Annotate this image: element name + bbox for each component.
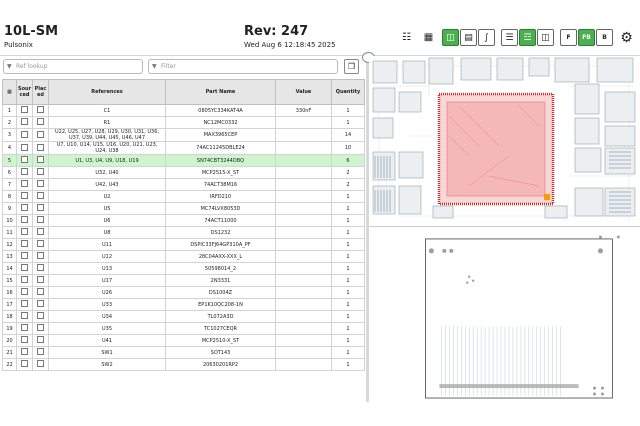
placed-checkbox <box>33 117 49 129</box>
part-name-cell: 74ACT38M16 <box>166 179 276 191</box>
bom-top-drawings-bottom-button[interactable] <box>460 29 477 46</box>
sourced-checkbox <box>17 263 33 275</box>
row-number: 20 <box>3 335 17 347</box>
value-cell <box>276 203 332 215</box>
placed-checkbox-box[interactable] <box>37 168 44 175</box>
bom-row[interactable] <box>3 299 365 311</box>
placed-checkbox <box>33 215 49 227</box>
column-header-value[interactable]: Value <box>276 80 332 105</box>
back-canvas[interactable] <box>369 226 640 402</box>
references-cell: U6 <box>49 215 166 227</box>
placed-checkbox <box>33 311 49 323</box>
placed-checkbox <box>33 251 49 263</box>
placed-checkbox-box[interactable] <box>37 288 44 295</box>
sourced-checkbox-box[interactable] <box>21 228 28 235</box>
part-name-cell: IRFD210 <box>166 191 276 203</box>
references-cell: U32, U40 <box>49 167 166 179</box>
placed-checkbox-box[interactable] <box>37 312 44 319</box>
bom-row[interactable] <box>3 142 365 155</box>
references-cell: U17 <box>49 275 166 287</box>
value-cell <box>276 227 332 239</box>
part-name-cell: MAX3965CEP <box>166 129 276 142</box>
quantity-cell: 1 <box>332 299 365 311</box>
placed-checkbox-box[interactable] <box>37 118 44 125</box>
sourced-checkbox <box>17 323 33 335</box>
part-name-cell: TL072A3D <box>166 311 276 323</box>
row-number: 14 <box>3 263 17 275</box>
placed-checkbox <box>33 105 49 117</box>
references-cell: U42, U43 <box>49 179 166 191</box>
placed-checkbox <box>33 155 49 167</box>
netlist-icon: ∫ <box>484 32 489 43</box>
table-icon: ◫ <box>541 32 550 43</box>
references-cell: U8 <box>49 227 166 239</box>
sourced-checkbox <box>17 215 33 227</box>
column-header-part-name[interactable]: Part Name <box>166 80 276 105</box>
sourced-checkbox-box[interactable] <box>21 252 28 259</box>
quantity-cell: 1 <box>332 323 365 335</box>
quantity-cell: 1 <box>332 359 365 371</box>
sourced-checkbox <box>17 191 33 203</box>
bom-toolbar <box>0 56 366 78</box>
gear-icon: ⚙ <box>620 29 633 46</box>
column-settings[interactable] <box>3 80 17 105</box>
row-number: 1 <box>3 105 17 117</box>
sourced-checkbox <box>17 251 33 263</box>
placed-checkbox-box[interactable] <box>37 228 44 235</box>
column-header-quantity[interactable]: Quantity <box>332 80 365 105</box>
column-header-references[interactable]: References <box>49 80 166 105</box>
sourced-checkbox <box>17 105 33 117</box>
quantity-cell: 1 <box>332 311 365 323</box>
placed-checkbox <box>33 142 49 155</box>
placed-checkbox <box>33 203 49 215</box>
placed-checkbox <box>33 239 49 251</box>
front-only-button[interactable]: F <box>560 29 577 46</box>
sourced-checkbox-box[interactable] <box>21 168 28 175</box>
copy-bom-button[interactable] <box>344 59 359 74</box>
bom-row[interactable] <box>3 275 365 287</box>
references-cell: U41 <box>49 335 166 347</box>
placed-checkbox <box>33 275 49 287</box>
placed-checkbox-box[interactable] <box>37 252 44 259</box>
value-cell <box>276 311 332 323</box>
bom-row[interactable] <box>3 251 365 263</box>
app-header <box>0 0 640 56</box>
references-cell: U7, U10, U14, U15, U16, U20, U21, U23, U24, U38 <box>49 142 166 155</box>
sourced-checkbox-box[interactable] <box>21 118 28 125</box>
part-name-cell: DS1232 <box>166 227 276 239</box>
part-name-cell: 74AC11245DBLE24 <box>166 142 276 155</box>
references-cell: U33 <box>49 299 166 311</box>
placed-checkbox-box[interactable] <box>37 300 44 307</box>
placed-checkbox <box>33 263 49 275</box>
sourced-checkbox-box[interactable] <box>21 300 28 307</box>
sourced-checkbox <box>17 227 33 239</box>
part-name-cell: NC12MC0332 <box>166 117 276 129</box>
references-cell: U35 <box>49 323 166 335</box>
value-cell <box>276 359 332 371</box>
front-back-button[interactable]: FB <box>578 29 595 46</box>
sourced-checkbox-box[interactable] <box>21 204 28 211</box>
placed-checkbox <box>33 227 49 239</box>
quantity-cell: 14 <box>332 129 365 142</box>
sourced-checkbox <box>17 335 33 347</box>
placed-checkbox-box[interactable] <box>37 144 44 151</box>
value-cell <box>276 323 332 335</box>
row-number: 17 <box>3 299 17 311</box>
part-name-cell: 74ACT11000 <box>166 215 276 227</box>
bom-row[interactable] <box>3 105 365 117</box>
group-grouped-button[interactable] <box>519 29 536 46</box>
group-by-value-button[interactable] <box>537 29 554 46</box>
bom-row[interactable] <box>3 117 365 129</box>
part-name-cell: MCP2515-X_ST <box>166 167 276 179</box>
revision-label: Rev: 247 <box>244 24 309 39</box>
references-cell: U34 <box>49 311 166 323</box>
bom-row[interactable] <box>3 215 365 227</box>
references-cell: U2 <box>49 191 166 203</box>
sourced-checkbox <box>17 167 33 179</box>
placed-checkbox <box>33 129 49 142</box>
bom-left-drawings-right-button[interactable] <box>442 29 459 46</box>
sourced-checkbox <box>17 129 33 142</box>
placed-checkbox <box>33 335 49 347</box>
quantity-cell: 1 <box>332 335 365 347</box>
bom-row[interactable] <box>3 359 365 371</box>
part-name-cell: 50598014_2 <box>166 263 276 275</box>
part-name-cell: DSPIC33FJ64GP310A_PF <box>166 239 276 251</box>
value-cell <box>276 155 332 167</box>
bom-row[interactable] <box>3 167 365 179</box>
row-number: 19 <box>3 323 17 335</box>
sourced-checkbox <box>17 179 33 191</box>
row-number: 15 <box>3 275 17 287</box>
references-cell: U12 <box>49 251 166 263</box>
quantity-cell: 1 <box>332 215 365 227</box>
quantity-cell: 6 <box>332 155 365 167</box>
columns-icon: ▦ <box>7 89 12 95</box>
value-cell <box>276 179 332 191</box>
row-number: 3 <box>3 129 17 142</box>
quantity-cell: 1 <box>332 191 365 203</box>
bom-row[interactable] <box>3 311 365 323</box>
grouped-list-icon: ☲ <box>523 32 532 43</box>
sourced-checkbox-box[interactable] <box>21 276 28 283</box>
part-name-cell: MCP2510-X_ST <box>166 335 276 347</box>
row-number: 8 <box>3 191 17 203</box>
part-name-cell: MC74LVX8053D <box>166 203 276 215</box>
value-cell <box>276 142 332 155</box>
quantity-cell: 1 <box>332 263 365 275</box>
value-cell <box>276 251 332 263</box>
row-number: 5 <box>3 155 17 167</box>
sourced-checkbox <box>17 155 33 167</box>
part-name-cell: 20630201RP2 <box>166 359 276 371</box>
sourced-checkbox <box>17 275 33 287</box>
placed-checkbox-box[interactable] <box>37 324 44 331</box>
sourced-checkbox-box[interactable] <box>21 131 28 138</box>
row-number: 11 <box>3 227 17 239</box>
sourced-checkbox <box>17 239 33 251</box>
row-number: 13 <box>3 251 17 263</box>
quantity-cell: 1 <box>332 227 365 239</box>
placed-checkbox <box>33 179 49 191</box>
placed-checkbox <box>33 191 49 203</box>
copy-icon: ❐ <box>347 62 356 71</box>
placed-checkbox-box[interactable] <box>37 156 44 163</box>
value-cell <box>276 117 332 129</box>
placed-checkbox-box[interactable] <box>37 131 44 138</box>
quantity-cell: 2 <box>332 167 365 179</box>
netlist-button[interactable] <box>478 29 495 46</box>
references-cell: U13 <box>49 263 166 275</box>
sourced-checkbox <box>17 203 33 215</box>
row-number: 12 <box>3 239 17 251</box>
company-name: Pulsonix <box>4 41 33 49</box>
row-number: 7 <box>3 179 17 191</box>
sourced-checkbox-box[interactable] <box>21 264 28 271</box>
layout-lr-icon: ◫ <box>446 32 455 43</box>
bom-row[interactable] <box>3 191 365 203</box>
value-cell <box>276 129 332 142</box>
sourced-checkbox-box[interactable] <box>21 144 28 151</box>
references-cell: U11 <box>49 239 166 251</box>
bom-row[interactable] <box>3 203 365 215</box>
quantity-cell: 10 <box>332 142 365 155</box>
references-cell: SW2 <box>49 359 166 371</box>
sourced-checkbox-box[interactable] <box>21 240 28 247</box>
bom-table <box>2 79 365 371</box>
quantity-cell: 1 <box>332 287 365 299</box>
bom-header-row <box>3 80 365 105</box>
front-canvas[interactable] <box>369 56 640 226</box>
references-cell: U1, U3, U4, U9, U18, U19 <box>49 155 166 167</box>
placed-checkbox-box[interactable] <box>37 276 44 283</box>
references-cell: C1 <box>49 105 166 117</box>
column-header-sourced[interactable]: Sour ced <box>17 80 33 105</box>
placed-checkbox-box[interactable] <box>37 180 44 187</box>
people-icon: ☷ <box>402 32 411 43</box>
bom-row[interactable] <box>3 287 365 299</box>
value-cell <box>276 191 332 203</box>
bom-body <box>3 105 365 371</box>
quantity-cell: 1 <box>332 275 365 287</box>
sourced-checkbox-box[interactable] <box>21 192 28 199</box>
part-name-cell: 0805YC334KAT4A <box>166 105 276 117</box>
value-cell <box>276 335 332 347</box>
row-number: 2 <box>3 117 17 129</box>
part-name-cell: SN74CBT3244DBQ <box>166 155 276 167</box>
bom-row[interactable] <box>3 347 365 359</box>
sourced-checkbox-box[interactable] <box>21 348 28 355</box>
row-number: 16 <box>3 287 17 299</box>
bom-row[interactable] <box>3 323 365 335</box>
bom-row[interactable] <box>3 179 365 191</box>
row-number: 21 <box>3 347 17 359</box>
sourced-checkbox <box>17 359 33 371</box>
placed-checkbox-box[interactable] <box>37 264 44 271</box>
placed-checkbox-box[interactable] <box>37 216 44 223</box>
bom-only-button[interactable] <box>420 29 437 46</box>
sourced-checkbox-box[interactable] <box>21 216 28 223</box>
quantity-cell: 2 <box>332 179 365 191</box>
quantity-cell: 1 <box>332 239 365 251</box>
back-only-button[interactable]: B <box>596 29 613 46</box>
quantity-cell: 1 <box>332 105 365 117</box>
sourced-checkbox <box>17 142 33 155</box>
part-name-cell: DS1004Z <box>166 287 276 299</box>
quantity-cell: 1 <box>332 117 365 129</box>
part-name-cell: EP1K10QC208-1N <box>166 299 276 311</box>
dark-mode-button[interactable] <box>398 29 415 46</box>
references-cell: U5 <box>49 203 166 215</box>
quantity-cell: 1 <box>332 347 365 359</box>
placed-checkbox-box[interactable] <box>37 336 44 343</box>
settings-button[interactable] <box>618 29 635 46</box>
references-cell: U26 <box>49 287 166 299</box>
placed-checkbox <box>33 347 49 359</box>
placed-checkbox <box>33 167 49 179</box>
quantity-cell: 1 <box>332 203 365 215</box>
sourced-checkbox <box>17 299 33 311</box>
placed-checkbox-box[interactable] <box>37 192 44 199</box>
sourced-checkbox <box>17 117 33 129</box>
placed-checkbox <box>33 323 49 335</box>
ref-lookup-input[interactable]: ▼ Ref lookup <box>3 59 143 74</box>
value-cell <box>276 167 332 179</box>
placed-checkbox-box[interactable] <box>37 106 44 113</box>
bom-row[interactable] <box>3 155 365 167</box>
value-cell: 330nF <box>276 105 332 117</box>
placed-checkbox <box>33 287 49 299</box>
revision-date: Wed Aug 6 12:18:45 2025 <box>244 41 336 49</box>
value-cell <box>276 275 332 287</box>
placed-checkbox-box[interactable] <box>37 204 44 211</box>
part-name-cell: 28C04AXX-XXX_L <box>166 251 276 263</box>
list-icon: ☰ <box>505 32 514 43</box>
sourced-checkbox <box>17 347 33 359</box>
sourced-checkbox-box[interactable] <box>21 360 28 367</box>
value-cell <box>276 299 332 311</box>
placed-checkbox-box[interactable] <box>37 240 44 247</box>
references-cell: SW1 <box>49 347 166 359</box>
bom-row[interactable] <box>3 263 365 275</box>
value-cell <box>276 239 332 251</box>
sourced-checkbox-box[interactable] <box>21 180 28 187</box>
placed-checkbox <box>33 359 49 371</box>
row-number: 10 <box>3 215 17 227</box>
references-cell: U22, U25, U27, U28, U29, U30, U31, U36, U37, U39, U44, U45, U46, U47 <box>49 129 166 142</box>
value-cell <box>276 215 332 227</box>
sourced-checkbox <box>17 311 33 323</box>
placed-checkbox-box[interactable] <box>37 360 44 367</box>
board-title: 10L-SM <box>4 24 59 39</box>
layout-tb-icon: ▤ <box>464 32 473 43</box>
part-name-cell: SOT143 <box>166 347 276 359</box>
row-number: 18 <box>3 311 17 323</box>
part-name-cell: TC1027CEQR <box>166 323 276 335</box>
sourced-checkbox-box[interactable] <box>21 336 28 343</box>
placed-checkbox <box>33 299 49 311</box>
bom-row[interactable] <box>3 239 365 251</box>
row-number: 4 <box>3 142 17 155</box>
value-cell <box>276 263 332 275</box>
bom-row[interactable] <box>3 335 365 347</box>
group-none-button[interactable] <box>501 29 518 46</box>
row-number: 9 <box>3 203 17 215</box>
sourced-checkbox-box[interactable] <box>21 156 28 163</box>
references-cell: R1 <box>49 117 166 129</box>
value-cell <box>276 347 332 359</box>
grid-icon: ▦ <box>423 32 434 43</box>
sourced-checkbox-box[interactable] <box>21 324 28 331</box>
quantity-cell: 1 <box>332 251 365 263</box>
filter-input[interactable]: ▼ Filter <box>148 59 338 74</box>
placed-checkbox-box[interactable] <box>37 348 44 355</box>
part-name-cell: 2N3331 <box>166 275 276 287</box>
bom-row[interactable] <box>3 129 365 142</box>
row-number: 22 <box>3 359 17 371</box>
bom-row[interactable] <box>3 227 365 239</box>
sourced-checkbox-box[interactable] <box>21 106 28 113</box>
row-number: 6 <box>3 167 17 179</box>
sourced-checkbox-box[interactable] <box>21 312 28 319</box>
value-cell <box>276 287 332 299</box>
sourced-checkbox-box[interactable] <box>21 288 28 295</box>
column-header-placed[interactable]: Plac ed <box>33 80 49 105</box>
sourced-checkbox <box>17 287 33 299</box>
